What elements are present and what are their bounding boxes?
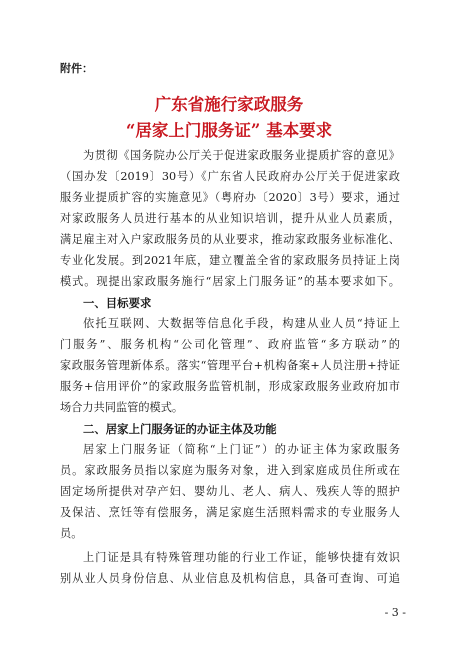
section1-line: 服务+信用评价”的家政服务监管机制，形成家政服务业政府加市 xyxy=(60,380,400,393)
intro-line: 为贯彻《国务院办公厅关于促进家政服务业提质扩容的意见》 xyxy=(83,149,400,162)
document-title-line-1: 广东省施行家政服务 xyxy=(154,95,304,114)
intro-line: 服务业提质扩容的实施意见》（粤府办〔2020〕3号）要求，通过 xyxy=(60,191,400,204)
section1-line: 家政服务管理新体系。落实“管理平台+机构备案+人员注册+持证 xyxy=(60,359,400,372)
section1-line: 场合力共同监管的模式。 xyxy=(60,401,184,414)
section-heading-1: 一、目标要求 xyxy=(83,296,152,310)
intro-line: 专业化发展。到2021年底，建立覆盖全省的家政服务员持证上岗 xyxy=(60,254,400,267)
intro-line: （国办发〔2019〕30号）《广东省人民政府办公厅关于促进家政 xyxy=(60,170,400,183)
section2-line: 固定场所提供对孕产妇、婴幼儿、老人、病人、残疾人等的照护 xyxy=(60,485,400,498)
intro-line: 满足雇主对入户家政服务员的从业要求，推动家政服务业标准化、 xyxy=(60,233,400,246)
section2-line: 及保洁、烹饪等有偿服务，满足家庭生活照料需求的专业服务人 xyxy=(60,506,400,519)
attachment-label: 附件： xyxy=(60,62,93,75)
document-title-line-2: “居家上门服务证” 基本要求 xyxy=(125,121,333,140)
section2-line: 员。家政服务员指以家庭为服务对象，进入到家庭成员住所或在 xyxy=(60,464,400,477)
section-heading-2: 二、居家上门服务证的办证主体及功能 xyxy=(83,422,277,436)
intro-line: 模式。现提出家政服务施行“居家上门服务证”的基本要求如下。 xyxy=(60,275,400,288)
section1-line: 依托互联网、大数据等信息化手段，构建从业人员“持证上 xyxy=(83,317,400,330)
section2-line: 别从业人员身份信息、从业信息及机构信息，具备可查询、可追 xyxy=(60,572,400,585)
page-number: - 3 - xyxy=(384,606,406,619)
intro-line: 对家政服务人员进行基本的从业知识培训，提升从业人员素质， xyxy=(60,212,400,225)
section2-line: 上门证是具有特殊管理功能的行业工作证，能够快捷有效识 xyxy=(83,551,400,564)
section2-line: 员。 xyxy=(60,527,83,540)
section1-line: 门服务”、服务机构“公司化管理”、政府监管“多方联动”的 xyxy=(60,338,400,351)
section2-line: 居家上门服务证（简称“上门证”）的办证主体为家政服务 xyxy=(83,443,400,456)
